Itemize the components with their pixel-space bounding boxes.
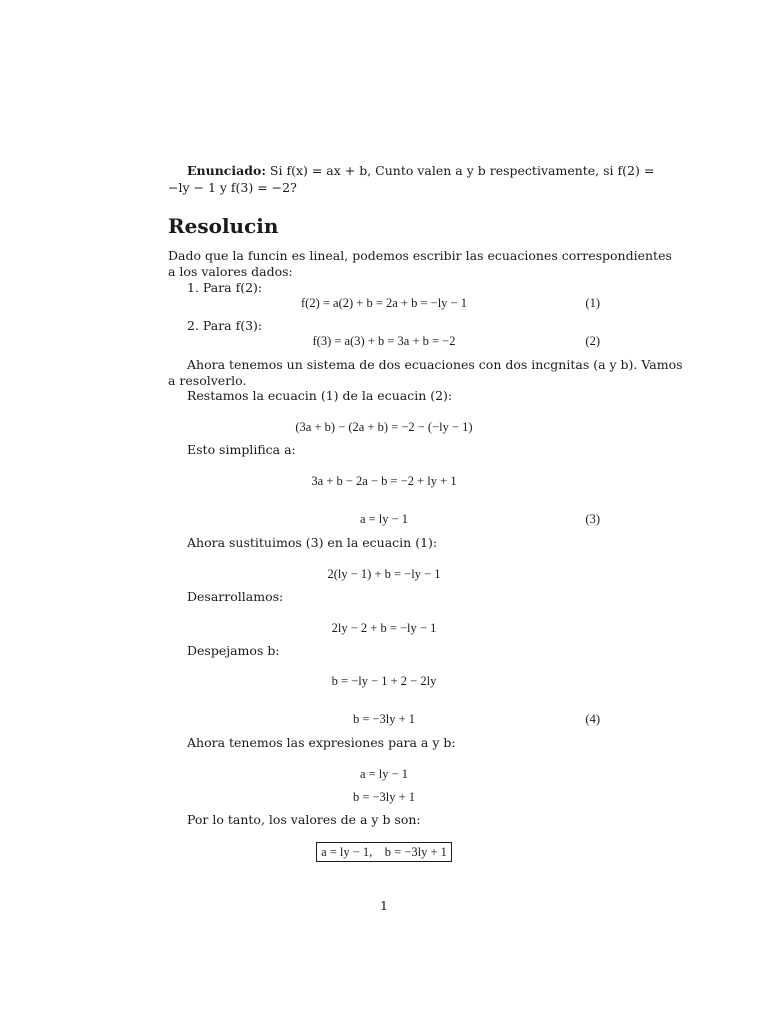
final-answer-wrapper xyxy=(168,842,600,862)
intro-line-2: a los valores dados: xyxy=(168,264,293,279)
subtract-text: Restamos la ecuacin (1) de la ecuacin (2): xyxy=(187,388,453,403)
simplify-text: Esto simplifica a: xyxy=(187,442,296,457)
equation-4: b = −3ly + 1 xyxy=(352,712,416,726)
equation-1-number: (1) xyxy=(585,296,600,310)
intro-line-1: Dado que la funcin es lineal, podemos escribir las ecuaciones correspondientes xyxy=(168,248,672,263)
page-number: 1 xyxy=(380,898,388,913)
system-text-line-2: a resolverlo. xyxy=(168,373,247,388)
equation-4-number: (4) xyxy=(585,712,600,726)
section-title: Resolucin xyxy=(168,214,279,238)
equation-1: f(2) = a(2) + b = 2a + b = −ly − 1 xyxy=(301,296,467,310)
statement-label: Enunciado: xyxy=(187,163,266,178)
statement-text-1: Si f(x) = ax + b, Cunto valen a y b respectivamente, si f(2) = xyxy=(265,163,655,178)
expression-b: b = −3ly + 1 xyxy=(352,790,416,804)
equation-2: f(3) = a(3) + b = 3a + b = −2 xyxy=(312,334,456,348)
equation-solve-b: b = −ly − 1 + 2 − 2ly xyxy=(331,674,437,688)
step2-label: 2. Para f(3): xyxy=(187,318,263,333)
statement-line-1 xyxy=(187,163,655,179)
solve-b-text: Despejamos b: xyxy=(187,643,280,658)
equation-3-number: (3) xyxy=(585,512,600,526)
system-text-line-1: Ahora tenemos un sistema de dos ecuaciones con dos incgnitas (a y b). Vamos xyxy=(187,357,683,372)
step1-label: 1. Para f(2): xyxy=(187,280,263,295)
substitute-text: Ahora sustituimos (3) en la ecuacin (1): xyxy=(187,535,438,550)
final-answer-box: a = ly − 1, b = −3ly + 1 xyxy=(316,842,452,862)
equation-subtract: (3a + b) − (2a + b) = −2 − (−ly − 1) xyxy=(295,420,473,434)
statement-line-2: −ly − 1 y f(3) = −2? xyxy=(168,180,297,195)
equation-simplify: 3a + b − 2a − b = −2 + ly + 1 xyxy=(311,474,457,488)
equation-expand: 2ly − 2 + b = −ly − 1 xyxy=(331,621,437,635)
equation-substitute: 2(ly − 1) + b = −ly − 1 xyxy=(327,567,441,581)
expressions-text: Ahora tenemos las expresiones para a y b: xyxy=(187,735,456,750)
conclusion-text: Por lo tanto, los valores de a y b son: xyxy=(187,812,421,827)
expand-text: Desarrollamos: xyxy=(187,589,284,604)
expression-a: a = ly − 1 xyxy=(359,767,409,781)
equation-3: a = ly − 1 xyxy=(359,512,409,526)
equation-2-number: (2) xyxy=(585,334,600,348)
